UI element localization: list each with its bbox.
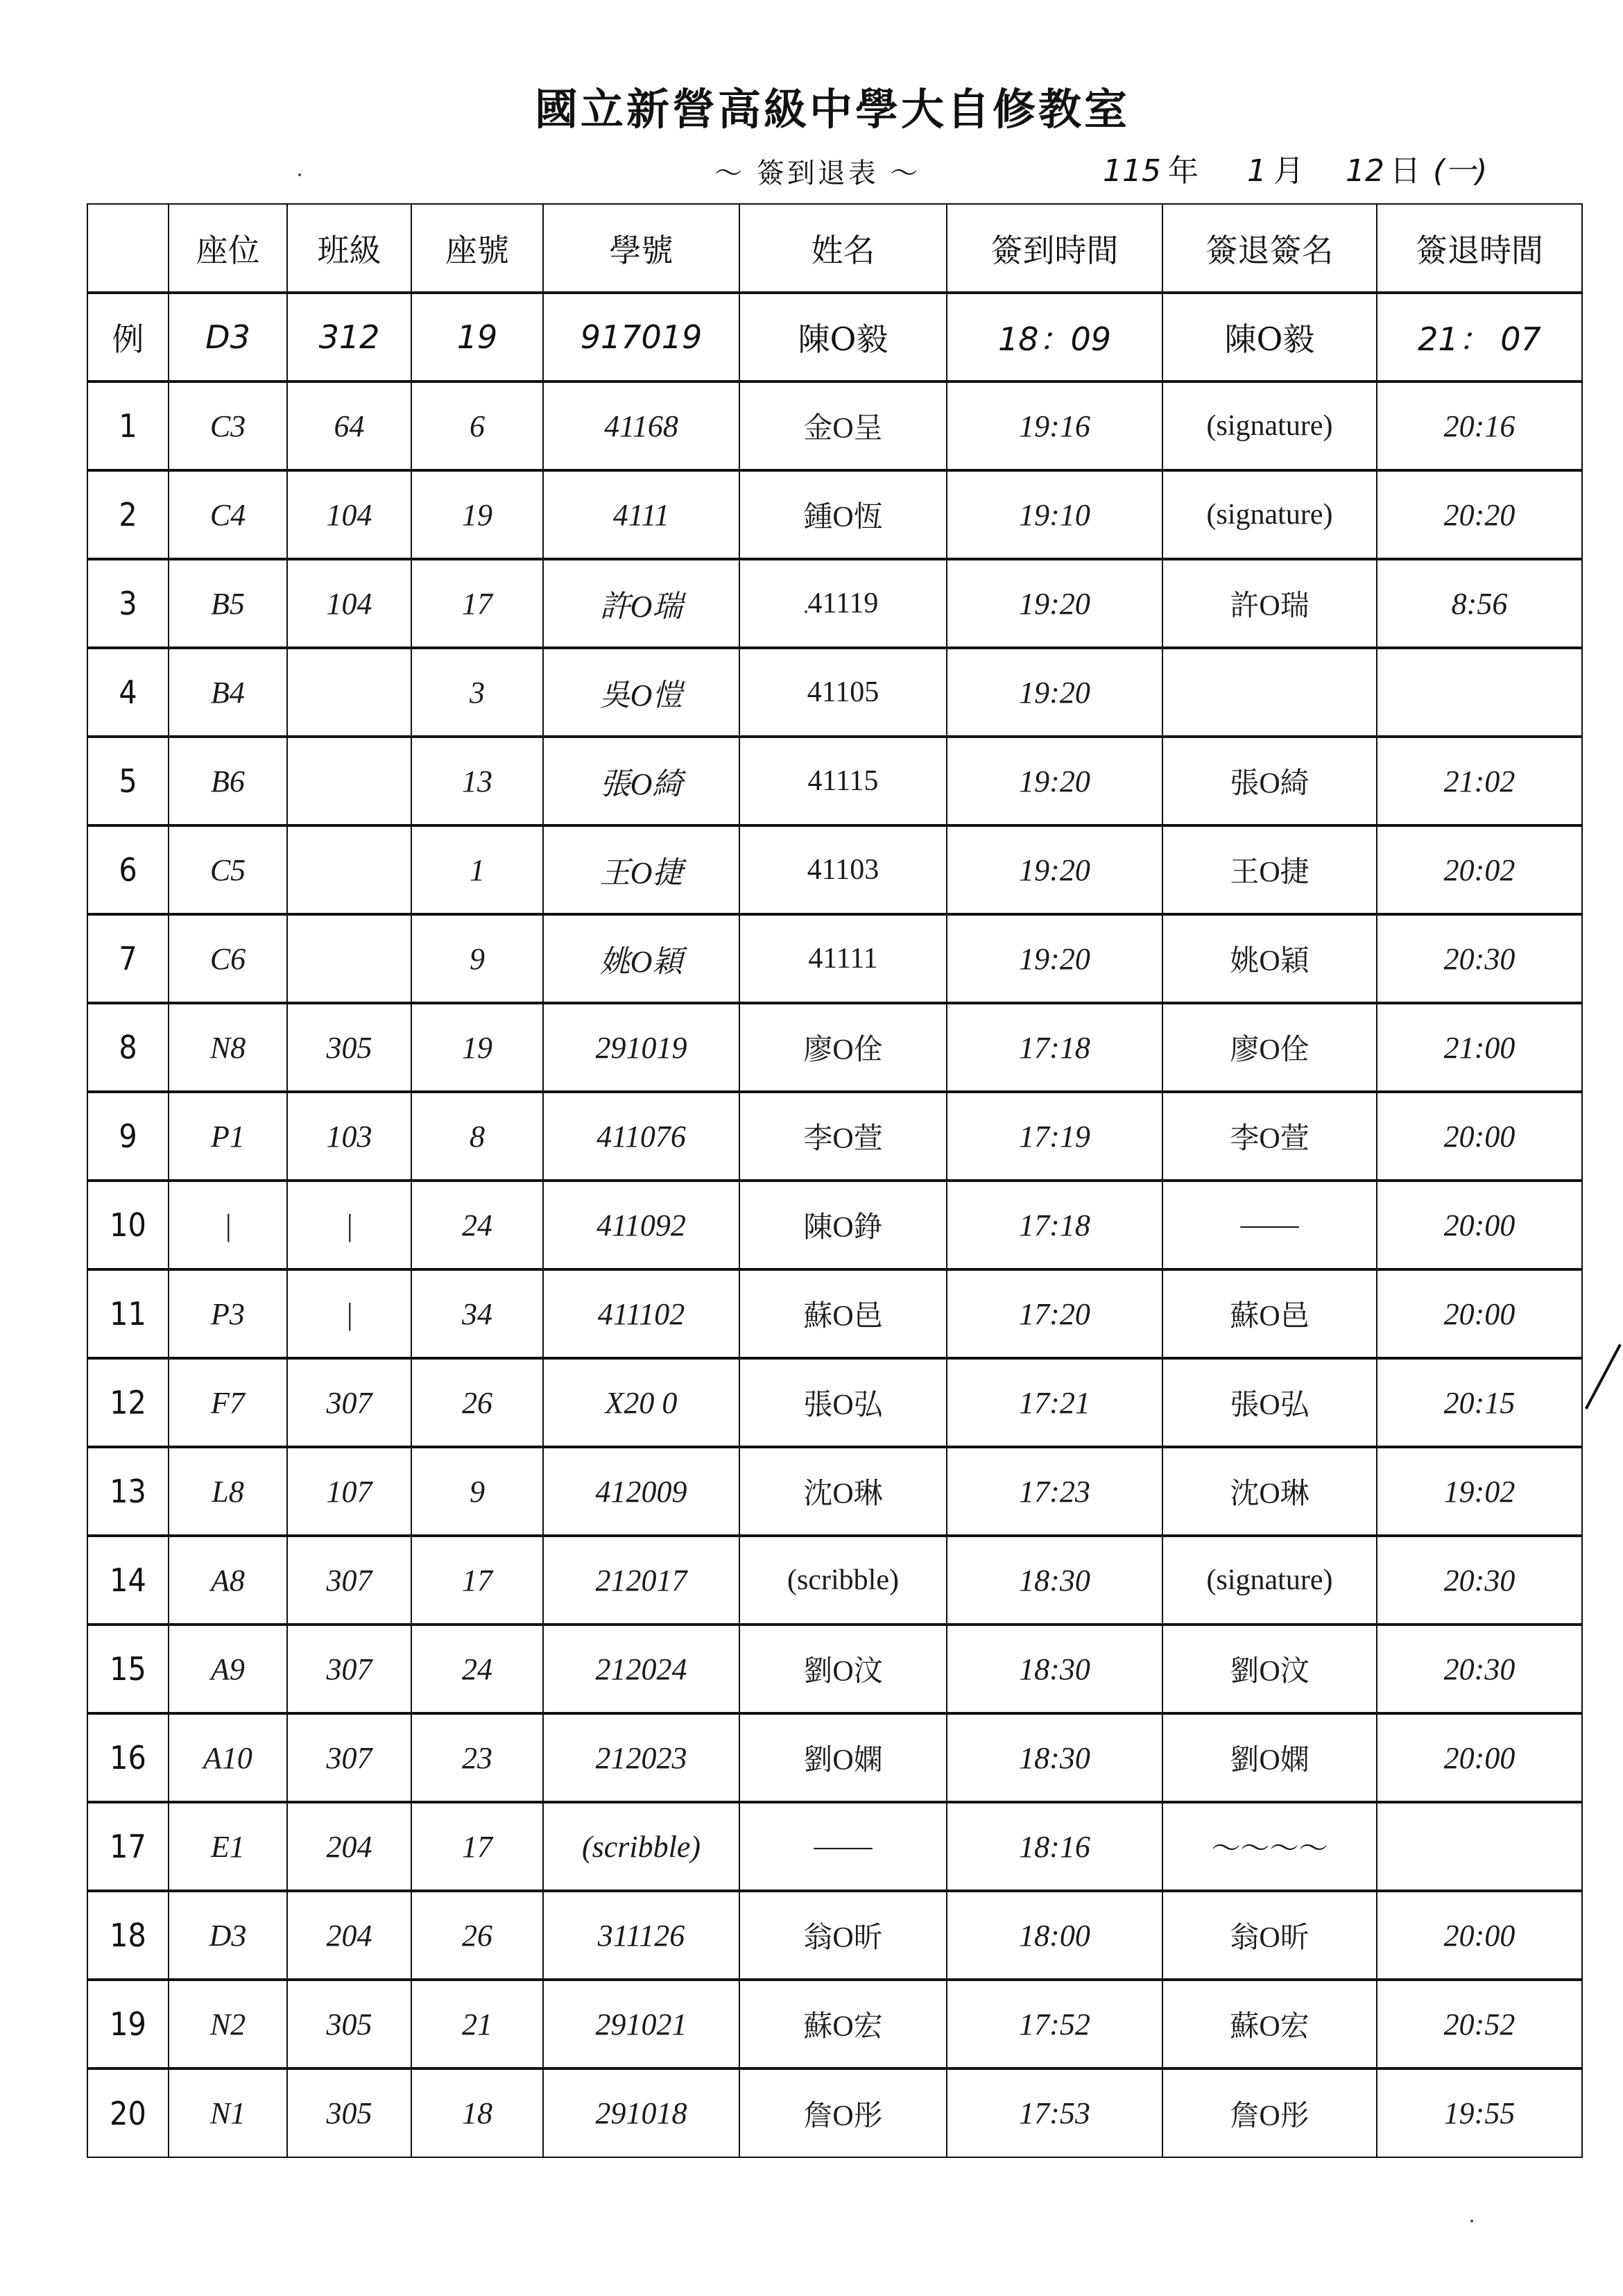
cell-class: 104 <box>287 559 411 648</box>
cell-checkout-time: 20:30 <box>1377 1536 1582 1625</box>
cell-student-id: 412009 <box>543 1447 739 1536</box>
cell-checkout-time: 20:30 <box>1377 914 1582 1003</box>
date-month: 1 <box>1246 153 1266 189</box>
col-header-index <box>87 204 169 293</box>
cell-number: 24 <box>411 1625 543 1713</box>
row-index: 17 <box>87 1802 169 1891</box>
cell-number: 19 <box>411 1003 543 1092</box>
cell-checkin-time: 18:30 <box>947 1536 1162 1625</box>
scan-speck <box>298 173 301 176</box>
table-row <box>87 1802 1582 1891</box>
cell-number: 3 <box>411 648 543 737</box>
cell-class: 307 <box>287 1625 411 1713</box>
cell-class: 305 <box>287 1980 411 2068</box>
cell-class <box>287 825 411 914</box>
col-header-number: 座號 <box>411 204 543 293</box>
margin-pen-mark <box>1585 1344 1622 1410</box>
cell-checkout-time <box>1377 1802 1582 1891</box>
cell-number: 8 <box>411 1092 543 1181</box>
cell-name: 41119 <box>739 559 947 648</box>
example-checkin-time: 18：09 <box>947 293 1162 382</box>
scan-speck <box>805 610 807 613</box>
cell-checkout-time: 20:15 <box>1377 1358 1582 1447</box>
example-checkout-time: 21： 07 <box>1377 293 1582 382</box>
example-label: 例 <box>87 293 169 382</box>
cell-checkin-time: 19:16 <box>947 382 1162 470</box>
cell-student-id: (scribble) <box>543 1802 739 1891</box>
scan-speck <box>1470 2220 1473 2222</box>
table-row <box>87 1003 1582 1092</box>
cell-name: 劉O嫻 <box>739 1713 947 1802</box>
cell-checkin-time: 18:30 <box>947 1625 1162 1713</box>
row-index: 3 <box>87 559 169 648</box>
cell-number: 1 <box>411 825 543 914</box>
row-index: 2 <box>87 470 169 559</box>
example-student-id: 917019 <box>543 293 739 382</box>
cell-student-id: 吳O愷 <box>543 648 739 737</box>
table-row <box>87 2068 1582 2157</box>
cell-checkin-time: 18:30 <box>947 1713 1162 1802</box>
row-index: 10 <box>87 1181 169 1269</box>
cell-name: 蘇O宏 <box>739 1980 947 2068</box>
cell-checkin-time: 17:53 <box>947 2068 1162 2157</box>
date-day-unit: 日 <box>1389 153 1420 189</box>
cell-checkout-signature: ～～～～ <box>1162 1802 1377 1891</box>
row-index: 6 <box>87 825 169 914</box>
example-number: 19 <box>411 293 543 382</box>
cell-seat: A9 <box>169 1625 287 1713</box>
col-header-class: 班級 <box>287 204 411 293</box>
cell-number: 13 <box>411 737 543 825</box>
cell-name: 翁O昕 <box>739 1891 947 1980</box>
cell-checkin-time: 18:00 <box>947 1891 1162 1980</box>
cell-student-id: 411092 <box>543 1181 739 1269</box>
cell-checkin-time: 17:18 <box>947 1181 1162 1269</box>
cell-student-id: 311126 <box>543 1891 739 1980</box>
cell-checkin-time: 19:20 <box>947 559 1162 648</box>
table-row <box>87 737 1582 825</box>
table-row <box>87 1891 1582 1980</box>
cell-name: 鍾O恆 <box>739 470 947 559</box>
cell-checkout-signature: 蘇O邑 <box>1162 1269 1377 1358</box>
cell-name: 沈O琳 <box>739 1447 947 1536</box>
table-row <box>87 1536 1582 1625</box>
cell-name: 李O萱 <box>739 1092 947 1181</box>
cell-seat: D3 <box>169 1891 287 1980</box>
example-seat: D3 <box>169 293 287 382</box>
row-index: 5 <box>87 737 169 825</box>
cell-student-id: 411102 <box>543 1269 739 1358</box>
cell-checkout-signature: 詹O彤 <box>1162 2068 1377 2157</box>
table-row <box>87 1269 1582 1358</box>
row-index: 14 <box>87 1536 169 1625</box>
table-row <box>87 648 1582 737</box>
cell-student-id: 王O捷 <box>543 825 739 914</box>
cell-name: 41105 <box>739 648 947 737</box>
row-index: 1 <box>87 382 169 470</box>
cell-checkout-time: 20:16 <box>1377 382 1582 470</box>
cell-class: | <box>287 1269 411 1358</box>
cell-checkin-time: 17:52 <box>947 1980 1162 2068</box>
cell-number: 17 <box>411 1536 543 1625</box>
cell-checkout-time: 19:02 <box>1377 1447 1582 1536</box>
cell-checkin-time: 17:20 <box>947 1269 1162 1358</box>
cell-checkout-time: 20:00 <box>1377 1269 1582 1358</box>
cell-student-id: 212017 <box>543 1536 739 1625</box>
table-header-row <box>87 204 1582 293</box>
cell-name: 詹O彤 <box>739 2068 947 2157</box>
cell-class <box>287 648 411 737</box>
cell-checkin-time: 19:20 <box>947 825 1162 914</box>
table-row <box>87 1358 1582 1447</box>
cell-number: 18 <box>411 2068 543 2157</box>
cell-student-id: 41168 <box>543 382 739 470</box>
cell-checkin-time: 18:16 <box>947 1802 1162 1891</box>
cell-class: 64 <box>287 382 411 470</box>
cell-student-id: X20 0 <box>543 1358 739 1447</box>
row-index: 20 <box>87 2068 169 2157</box>
cell-seat: C4 <box>169 470 287 559</box>
cell-checkin-time: 17:23 <box>947 1447 1162 1536</box>
cell-checkout-time: 20:02 <box>1377 825 1582 914</box>
date-month-unit: 月 <box>1273 153 1304 189</box>
document-title: 國立新營高級中學大自修教室 <box>534 84 1130 135</box>
cell-student-id: 212023 <box>543 1713 739 1802</box>
cell-name: 41103 <box>739 825 947 914</box>
cell-checkin-time: 19:20 <box>947 737 1162 825</box>
cell-checkin-time: 17:19 <box>947 1092 1162 1181</box>
cell-class <box>287 914 411 1003</box>
cell-class: 103 <box>287 1092 411 1181</box>
cell-student-id: 291018 <box>543 2068 739 2157</box>
cell-checkout-time: 21:00 <box>1377 1003 1582 1092</box>
cell-name: 41115 <box>739 737 947 825</box>
cell-name: 蘇O邑 <box>739 1269 947 1358</box>
cell-number: 9 <box>411 914 543 1003</box>
cell-class: 307 <box>287 1713 411 1802</box>
cell-checkout-signature: (signature) <box>1162 1536 1377 1625</box>
cell-checkout-time: 19:55 <box>1377 2068 1582 2157</box>
cell-checkout-signature: 許O瑞 <box>1162 559 1377 648</box>
cell-number: 17 <box>411 559 543 648</box>
cell-checkout-time: 8:56 <box>1377 559 1582 648</box>
table-row <box>87 382 1582 470</box>
cell-checkout-time: 20:20 <box>1377 470 1582 559</box>
cell-seat: F7 <box>169 1358 287 1447</box>
cell-seat: | <box>169 1181 287 1269</box>
col-header-checkout-time: 簽退時間 <box>1377 204 1582 293</box>
cell-class: 107 <box>287 1447 411 1536</box>
cell-seat: N2 <box>169 1980 287 2068</box>
cell-number: 26 <box>411 1358 543 1447</box>
table-row <box>87 1447 1582 1536</box>
row-index: 8 <box>87 1003 169 1092</box>
cell-checkin-time: 17:21 <box>947 1358 1162 1447</box>
cell-number: 21 <box>411 1980 543 2068</box>
cell-checkout-signature: 翁O昕 <box>1162 1891 1377 1980</box>
cell-seat: E1 <box>169 1802 287 1891</box>
cell-seat: A10 <box>169 1713 287 1802</box>
cell-checkout-signature: —— <box>1162 1181 1377 1269</box>
cell-class: 204 <box>287 1891 411 1980</box>
cell-name: 陳O錚 <box>739 1181 947 1269</box>
row-index: 19 <box>87 1980 169 2068</box>
table-row <box>87 1092 1582 1181</box>
cell-seat: P1 <box>169 1092 287 1181</box>
row-index: 7 <box>87 914 169 1003</box>
cell-class: 307 <box>287 1358 411 1447</box>
row-index: 13 <box>87 1447 169 1536</box>
col-header-checkin-time: 簽到時間 <box>947 204 1162 293</box>
row-index: 12 <box>87 1358 169 1447</box>
cell-number: 19 <box>411 470 543 559</box>
row-index: 15 <box>87 1625 169 1713</box>
cell-student-id: 張O綺 <box>543 737 739 825</box>
col-header-seat: 座位 <box>169 204 287 293</box>
cell-checkout-time: 21:02 <box>1377 737 1582 825</box>
cell-seat: B4 <box>169 648 287 737</box>
cell-checkout-signature: 廖O佺 <box>1162 1003 1377 1092</box>
cell-name: (scribble) <box>739 1536 947 1625</box>
date-year-unit: 年 <box>1167 153 1199 189</box>
cell-student-id: 291021 <box>543 1980 739 2068</box>
cell-checkin-time: 17:18 <box>947 1003 1162 1092</box>
cell-name: —— <box>739 1802 947 1891</box>
table-row <box>87 825 1582 914</box>
table-row <box>87 1713 1582 1802</box>
example-checkout-signature: 陳O毅 <box>1162 293 1377 382</box>
cell-checkout-signature: 姚O穎 <box>1162 914 1377 1003</box>
row-index: 9 <box>87 1092 169 1181</box>
cell-seat: N8 <box>169 1003 287 1092</box>
cell-class <box>287 737 411 825</box>
cell-number: 34 <box>411 1269 543 1358</box>
table-row <box>87 470 1582 559</box>
cell-checkout-signature: 王O捷 <box>1162 825 1377 914</box>
cell-class: 204 <box>287 1802 411 1891</box>
cell-checkin-time: 19:10 <box>947 470 1162 559</box>
cell-checkout-signature: (signature) <box>1162 382 1377 470</box>
cell-checkout-signature <box>1162 648 1377 737</box>
cell-checkout-signature: (signature) <box>1162 470 1377 559</box>
cell-student-id: 4111 <box>543 470 739 559</box>
cell-checkout-signature: 張O綺 <box>1162 737 1377 825</box>
cell-class: | <box>287 1181 411 1269</box>
cell-class: 305 <box>287 2068 411 2157</box>
cell-seat: P3 <box>169 1269 287 1358</box>
col-header-checkout-signature: 簽退簽名 <box>1162 204 1377 293</box>
cell-seat: B6 <box>169 737 287 825</box>
cell-class: 305 <box>287 1003 411 1092</box>
table-row <box>87 559 1582 648</box>
cell-number: 23 <box>411 1713 543 1802</box>
cell-number: 9 <box>411 1447 543 1536</box>
cell-seat: C6 <box>169 914 287 1003</box>
cell-student-id: 姚O穎 <box>543 914 739 1003</box>
table-row <box>87 1625 1582 1713</box>
cell-seat: B5 <box>169 559 287 648</box>
cell-checkout-time: 20:30 <box>1377 1625 1582 1713</box>
cell-name: 廖O佺 <box>739 1003 947 1092</box>
cell-seat: A8 <box>169 1536 287 1625</box>
cell-number: 26 <box>411 1891 543 1980</box>
cell-checkout-time: 20:00 <box>1377 1713 1582 1802</box>
row-index: 18 <box>87 1891 169 1980</box>
cell-checkin-time: 19:20 <box>947 914 1162 1003</box>
cell-class: 104 <box>287 470 411 559</box>
cell-checkout-time: 20:00 <box>1377 1181 1582 1269</box>
date-day: 12 <box>1345 153 1384 189</box>
cell-name: 劉O汶 <box>739 1625 947 1713</box>
cell-student-id: 411076 <box>543 1092 739 1181</box>
table-row <box>87 914 1582 1003</box>
cell-number: 17 <box>411 1802 543 1891</box>
cell-student-id: 212024 <box>543 1625 739 1713</box>
cell-student-id: 許O瑞 <box>543 559 739 648</box>
date-year: 115 <box>1103 153 1161 189</box>
table-row <box>87 1980 1582 2068</box>
cell-student-id: 291019 <box>543 1003 739 1092</box>
cell-checkout-time <box>1377 648 1582 737</box>
sign-in-out-table <box>87 203 1583 2158</box>
cell-checkout-signature: 李O萱 <box>1162 1092 1377 1181</box>
row-index: 11 <box>87 1269 169 1358</box>
date-line <box>1103 146 1487 190</box>
col-header-student-id: 學號 <box>543 204 739 293</box>
cell-checkout-time: 20:00 <box>1377 1891 1582 1980</box>
cell-checkout-signature: 蘇O宏 <box>1162 1980 1377 2068</box>
example-class: 312 <box>287 293 411 382</box>
cell-name: 金O呈 <box>739 382 947 470</box>
cell-seat: C5 <box>169 825 287 914</box>
cell-checkout-time: 20:52 <box>1377 1980 1582 2068</box>
example-row <box>87 293 1582 382</box>
cell-seat: C3 <box>169 382 287 470</box>
cell-checkout-signature: 劉O嫻 <box>1162 1713 1377 1802</box>
cell-seat: L8 <box>169 1447 287 1536</box>
cell-seat: N1 <box>169 2068 287 2157</box>
cell-class: 307 <box>287 1536 411 1625</box>
table-row <box>87 1181 1582 1269</box>
document-subtitle: ～ 簽到退表 ～ <box>714 157 921 189</box>
cell-checkin-time: 19:20 <box>947 648 1162 737</box>
cell-checkout-signature: 張O弘 <box>1162 1358 1377 1447</box>
cell-number: 24 <box>411 1181 543 1269</box>
cell-checkout-signature: 劉O汶 <box>1162 1625 1377 1713</box>
date-weekday: (一) <box>1432 153 1488 189</box>
cell-checkout-signature: 沈O琳 <box>1162 1447 1377 1536</box>
row-index: 16 <box>87 1713 169 1802</box>
cell-name: 張O弘 <box>739 1358 947 1447</box>
col-header-name: 姓名 <box>739 204 947 293</box>
cell-name: 41111 <box>739 914 947 1003</box>
cell-checkout-time: 20:00 <box>1377 1092 1582 1181</box>
cell-number: 6 <box>411 382 543 470</box>
example-name: 陳O毅 <box>739 293 947 382</box>
row-index: 4 <box>87 648 169 737</box>
